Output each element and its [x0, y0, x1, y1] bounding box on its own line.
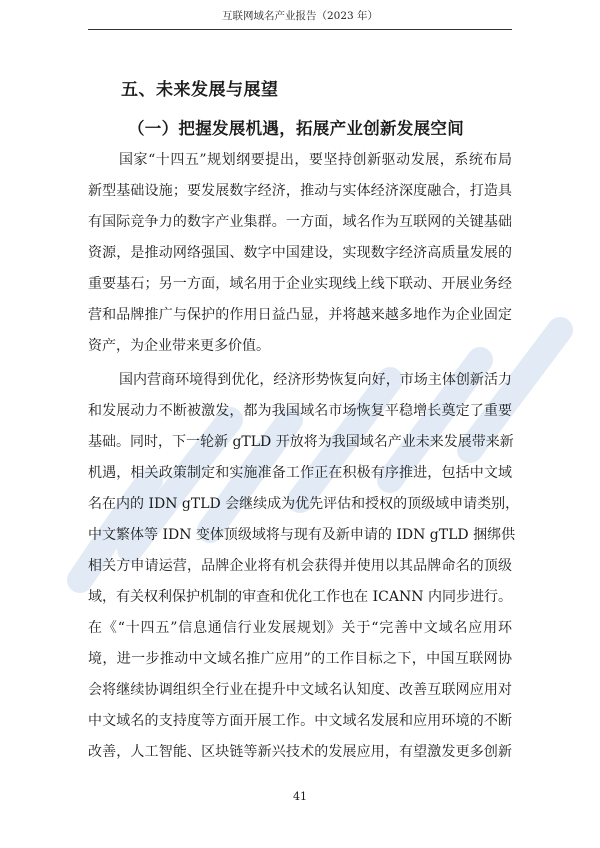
- paragraph-1-line: 新型基础设施；要发展数字经济，推动与实体经济深度融合，打造具: [88, 183, 512, 199]
- paragraph-2-line: 基础。同时，下一轮新 gTLD 开放将为我国域名产业未来发展带来新: [88, 434, 514, 450]
- paragraph-2-line: 域，有关权利保护机制的审查和优化工作也在 ICANN 内同步进行。: [88, 589, 512, 605]
- paragraph-2-line: 中文域名的支持度等方面开展工作。中文域名发展和应用环境的不断: [88, 713, 512, 729]
- subsection-heading: （一）把握发展机遇，拓展产业创新发展空间: [128, 119, 464, 138]
- paragraph-2-line: 名在内的 IDN gTLD 会继续成为优先评估和授权的顶级域申请类别，: [88, 496, 520, 512]
- paragraph-2-line: 在《“十四五”信息通信行业发展规划》关于“完善中文域名应用环: [88, 620, 512, 636]
- paragraph-2-line: 和发展动力不断被激发，都为我国域名市场恢复平稳增长奠定了重要: [88, 403, 512, 419]
- paragraph-1-line: 国家“十四五”规划纲要提出，要坚持创新驱动发展，系统布局: [119, 152, 512, 168]
- paragraph-2-line: 境，进一步推动中文域名推广应用”的工作目标之下，中国互联网协: [88, 651, 512, 667]
- paragraph-2-line: 国内营商环境得到优化，经济形势恢复向好，市场主体创新活力: [119, 372, 512, 388]
- paragraph-2-line: 机遇，相关政策制定和实施准备工作正在积极有序推进，包括中文域: [88, 465, 512, 481]
- section-heading: 五、未来发展与展望: [121, 80, 279, 100]
- paragraph-1-line: 重要基石；另一方面，域名用于企业实现线上线下联动、开展业务经: [88, 276, 512, 292]
- paragraph-2-line: 会将继续协调组织全行业在提升中文域名认知度、改善互联网应用对: [88, 682, 512, 698]
- page-number: 41: [293, 790, 307, 803]
- paragraph-1-line: 有国际竞争力的数字产业集群。一方面，域名作为互联网的关键基础: [88, 214, 512, 230]
- paragraph-2-line: 改善，人工智能、区块链等新兴技术的发展应用，有望激发更多创新: [88, 744, 512, 760]
- paragraph-1-line: 营和品牌推广与保护的作用日益凸显，并将越来越多地作为企业固定: [88, 307, 512, 323]
- running-header: 互联网域名产业报告（2023 年）: [88, 8, 512, 30]
- paragraph-1-line: 资源，是推动网络强国、数字中国建设，实现数字经济高质量发展的: [88, 245, 512, 261]
- paragraph-2-line: 相关方申请运营，品牌企业将有机会获得并使用以其品牌命名的顶级: [88, 558, 512, 574]
- paragraph-2-line: 中文繁体等 IDN 变体顶级域将与现有及新申请的 IDN gTLD 捆绑供: [88, 527, 516, 543]
- paragraph-1-line: 资产，为企业带来更多价值。: [88, 338, 270, 354]
